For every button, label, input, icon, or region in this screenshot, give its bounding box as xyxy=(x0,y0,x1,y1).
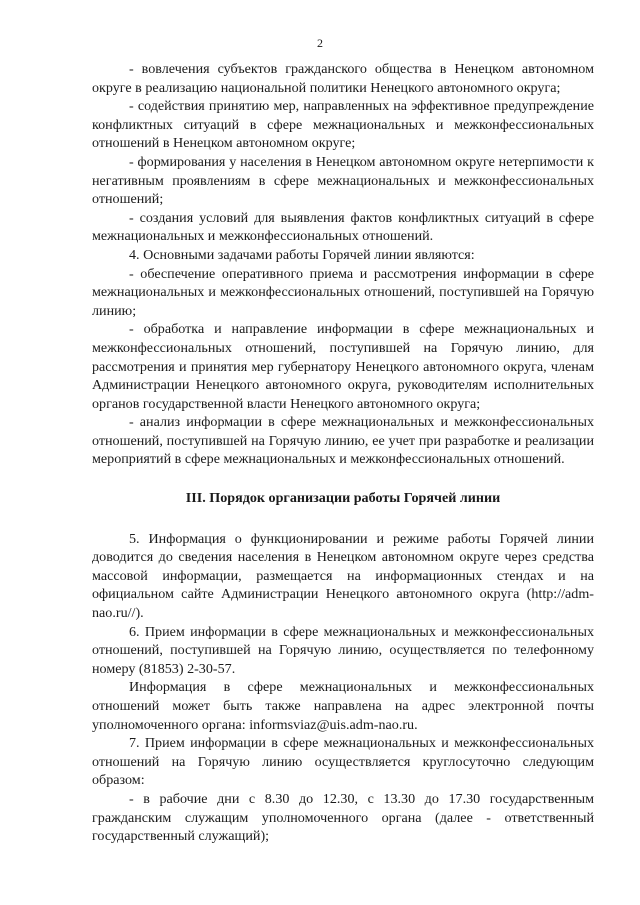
paragraph: - обработка и направление информации в сфере межнациональных и межконфессиональных отношений, поступившей на Горячую линию, для рассмотрения и принятия мер губернатору Ненецкого автономного округа, членам Администрации Ненецкого автономного округа, руководителям исполнительных органов государственной власти Ненецкого автономного округа; xyxy=(92,321,594,412)
section-heading: III. Порядок организации работы Горячей линии xyxy=(185,490,501,507)
paragraph: 5. Информация о функционировании и режиме работы Горячей линии доводится до сведения населения в Ненецком автономном округе через средства массовой информации, размещается на информационных стендах и на официальном сайте Администрации Ненецкого автономного округа (http://adm-nao.ru//). xyxy=(92,530,594,622)
paragraph: - обеспечение оперативного приема и рассмотрения информации в сфере межнациональных и межконфессиональных отношений, поступившей на Горячую линию; xyxy=(92,265,594,319)
paragraph: - вовлечения субъектов гражданского общества в Ненецком автономном округе в реализацию национальной политики Ненецкого автономного округа; xyxy=(92,61,594,96)
paragraph: 6. Прием информации в сфере межнациональных и межконфессиональных отношений, поступившей на Горячую линию, осуществляется по телефонному номеру (81853) 2-30-57. xyxy=(92,623,594,677)
document-body xyxy=(92,60,594,846)
page-number: 2 xyxy=(317,36,323,50)
paragraph: - анализ информации в сфере межнациональных и межконфессиональных отношений, поступившей на Горячую линию, ее учет при разработке и реализации мероприятий в сфере межнациональных и межконфессиональных отношений. xyxy=(92,414,594,468)
paragraph: - формирования у населения в Ненецком автономном округе нетерпимости к негативным проявлениям в сфере межнациональных и межконфессиональных отношений; xyxy=(92,153,594,208)
paragraph: - создания условий для выявления фактов конфликтных ситуаций в сфере межнациональных и межконфессиональных отношений. xyxy=(92,209,594,245)
paragraph: Информация в сфере межнациональных и межконфессиональных отношений может быть также направлена на адрес электронной почты уполномоченного органа: informsviaz@uis.adm-nao.ru. xyxy=(92,679,594,733)
paragraph: 4. Основными задачами работы Горячей линии являются: xyxy=(129,246,475,263)
paragraph: - содействия принятию мер, направленных на эффективное предупреждение конфликтных ситуаций в сфере межнациональных и межконфессиональных отношений в Ненецком автономном округе; xyxy=(92,98,594,152)
paragraph: 7. Прием информации в сфере межнациональных и межконфессиональных отношений на Горячую линию осуществляется круглосуточно следующим образом: xyxy=(92,735,594,789)
paragraph: - в рабочие дни с 8.30 до 12.30, с 13.30 до 17.30 государственным гражданским служащим уполномоченного органа (далее - ответственный государственный служащий); xyxy=(92,790,594,845)
